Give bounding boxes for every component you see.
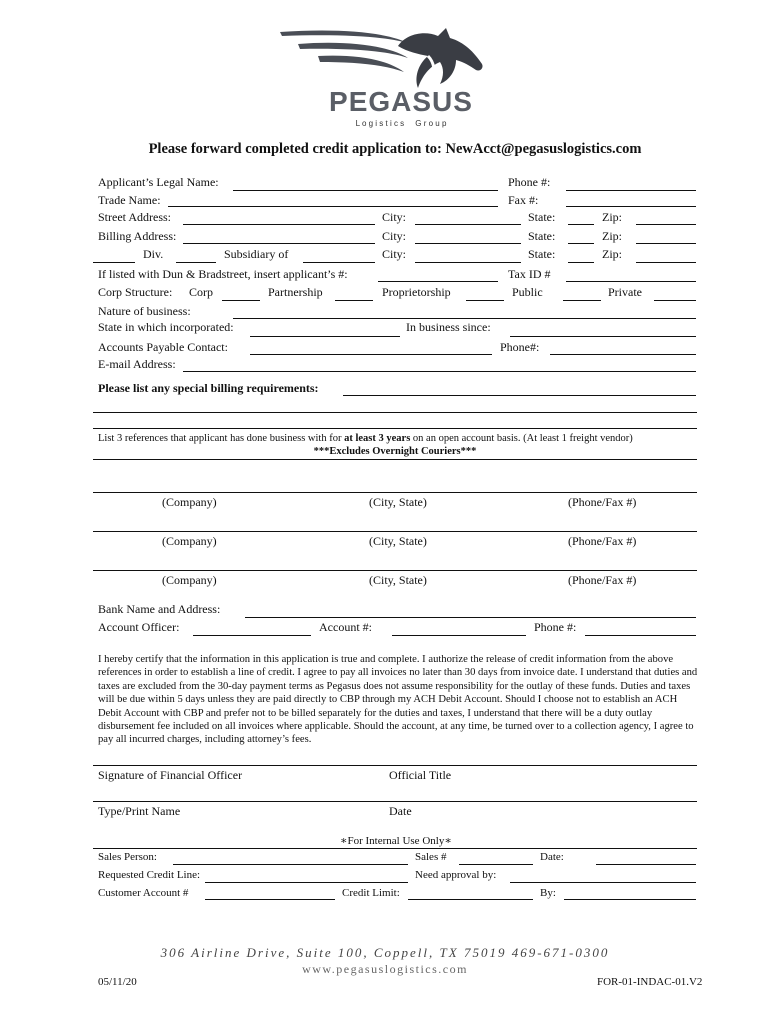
billing-req-label: Please list any special billing requirements: xyxy=(98,381,319,395)
internal-date-field[interactable] xyxy=(596,864,696,865)
state-inc-label: State in which incorporated: xyxy=(98,320,234,334)
logo-subtitle: L o g i s t i c s G r o u p xyxy=(355,119,447,128)
billing-req-field[interactable] xyxy=(343,395,696,396)
div-label: Div. xyxy=(143,247,164,261)
reference-1-phone-fax: (Phone/Fax #) xyxy=(568,495,637,509)
state-inc-field[interactable] xyxy=(250,336,400,337)
need-approval-label: Need approval by: xyxy=(415,869,497,881)
internal-use-line xyxy=(93,848,697,849)
customer-account-label: Customer Account # xyxy=(98,887,189,899)
in-business-field[interactable] xyxy=(510,336,696,337)
subsidiary-field[interactable] xyxy=(303,262,375,263)
billing-field[interactable] xyxy=(183,243,375,244)
sub-zip-field[interactable] xyxy=(636,262,696,263)
sales-person-label: Sales Person: xyxy=(98,851,157,863)
billing-city-label: City: xyxy=(382,229,407,243)
references-intro-post: on an open account basis. (At least 1 freight vendor) xyxy=(410,433,633,444)
account-officer-label: Account Officer: xyxy=(98,620,180,634)
signature-line[interactable] xyxy=(93,765,697,766)
phone-label: Phone #: xyxy=(508,175,551,189)
proprietorship-field[interactable] xyxy=(466,300,504,301)
street-label: Street Address: xyxy=(98,210,171,224)
customer-account-field[interactable] xyxy=(205,899,335,900)
bank-phone-field[interactable] xyxy=(585,635,696,636)
in-business-label: In business since: xyxy=(406,320,491,334)
internal-date-label: Date: xyxy=(540,851,564,863)
street-field[interactable] xyxy=(183,224,375,225)
sub-state-field[interactable] xyxy=(568,262,594,263)
reference-3-line[interactable] xyxy=(93,570,697,571)
reference-1-company: (Company) xyxy=(162,495,217,509)
credit-line-label: Requested Credit Line: xyxy=(98,869,201,881)
by-label: By: xyxy=(540,887,556,899)
reference-1-line[interactable] xyxy=(93,492,697,493)
ap-contact-label: Accounts Payable Contact: xyxy=(98,340,228,354)
footer-address: 306 Airline Drive, Suite 100, Coppell, TX 75019 469-671-0300 xyxy=(160,945,610,960)
pegasus-logo xyxy=(278,22,498,132)
billing-state-field[interactable] xyxy=(568,243,594,244)
billing-req-line-2[interactable] xyxy=(93,412,697,413)
street-state-label: State: xyxy=(528,210,556,224)
fax-label: Fax #: xyxy=(508,193,539,207)
corp-label: Corp xyxy=(189,285,213,299)
fax-field[interactable] xyxy=(566,206,696,207)
tax-id-label: Tax ID # xyxy=(508,267,551,281)
street-state-field[interactable] xyxy=(568,224,594,225)
public-label: Public xyxy=(512,285,543,299)
ap-phone-label: Phone#: xyxy=(500,340,540,354)
reference-1-city-state: (City, State) xyxy=(369,495,427,509)
sub-state-label: State: xyxy=(528,247,556,261)
footer-website[interactable]: www.pegasuslogistics.com xyxy=(302,962,468,976)
billing-city-field[interactable] xyxy=(415,243,521,244)
internal-use-heading: ∗For Internal Use Only∗ xyxy=(340,835,452,847)
date-label: Date xyxy=(389,804,412,818)
sub-city-field[interactable] xyxy=(415,262,521,263)
phone-field[interactable] xyxy=(566,190,696,191)
reference-3-city-state: (City, State) xyxy=(369,573,427,587)
sub-city-label: City: xyxy=(382,247,407,261)
ap-contact-field[interactable] xyxy=(250,354,492,355)
trade-name-field[interactable] xyxy=(168,206,498,207)
corp-field[interactable] xyxy=(222,300,260,301)
signature-officer-label: Signature of Financial Officer xyxy=(98,768,243,782)
div-prefix-field[interactable] xyxy=(93,262,135,263)
sales-number-field[interactable] xyxy=(459,864,533,865)
references-intro xyxy=(98,433,633,444)
subsidiary-label: Subsidiary of xyxy=(224,247,289,261)
reference-3-company: (Company) xyxy=(162,573,217,587)
partnership-label: Partnership xyxy=(268,285,323,299)
public-field[interactable] xyxy=(563,300,601,301)
street-zip-field[interactable] xyxy=(636,224,696,225)
billing-label: Billing Address: xyxy=(98,229,177,243)
nature-field[interactable] xyxy=(233,318,696,319)
footer-date: 05/11/20 xyxy=(98,976,137,988)
nature-label: Nature of business: xyxy=(98,304,191,318)
email-field[interactable] xyxy=(183,371,696,372)
street-zip-label: Zip: xyxy=(602,210,622,224)
references-excludes: ***Excludes Overnight Couriers*** xyxy=(313,446,477,457)
bank-name-label: Bank Name and Address: xyxy=(98,602,221,616)
footer-form-id: FOR-01-INDAC-01.V2 xyxy=(597,976,703,988)
sub-zip-label: Zip: xyxy=(602,247,622,261)
reference-2-phone-fax: (Phone/Fax #) xyxy=(568,534,637,548)
account-number-field[interactable] xyxy=(392,635,526,636)
street-city-field[interactable] xyxy=(415,224,521,225)
street-city-label: City: xyxy=(382,210,407,224)
bank-phone-label: Phone #: xyxy=(534,620,577,634)
print-name-line[interactable] xyxy=(93,801,697,802)
partnership-field[interactable] xyxy=(335,300,373,301)
credit-limit-field[interactable] xyxy=(408,899,533,900)
dnb-label: If listed with Dun & Bradstreet, insert applicant’s #: xyxy=(98,267,348,281)
private-label: Private xyxy=(608,285,642,299)
reference-2-city-state: (City, State) xyxy=(369,534,427,548)
reference-3-phone-fax: (Phone/Fax #) xyxy=(568,573,637,587)
references-intro-pre: List 3 references that applicant has done business with for xyxy=(98,433,345,444)
credit-limit-label: Credit Limit: xyxy=(342,887,400,899)
official-title-label: Official Title xyxy=(389,768,452,782)
legal-name-label: Applicant’s Legal Name: xyxy=(98,175,219,189)
email-label: E-mail Address: xyxy=(98,357,176,371)
private-field[interactable] xyxy=(654,300,696,301)
dnb-field[interactable] xyxy=(378,281,498,282)
billing-req-line-3[interactable] xyxy=(93,428,697,429)
billing-zip-field[interactable] xyxy=(636,243,696,244)
by-field[interactable] xyxy=(564,899,696,900)
page-heading: Please forward completed credit application to: NewAcct@pegasuslogistics.com xyxy=(148,141,642,157)
sales-person-field[interactable] xyxy=(173,864,408,865)
references-intro-bold: at least 3 years xyxy=(344,433,411,444)
account-officer-field[interactable] xyxy=(193,635,311,636)
type-print-label: Type/Print Name xyxy=(98,804,181,818)
legal-name-field[interactable] xyxy=(233,190,498,191)
need-approval-field[interactable] xyxy=(510,882,696,883)
tax-id-field[interactable] xyxy=(566,281,696,282)
corp-structure-label: Corp Structure: xyxy=(98,285,173,299)
billing-state-label: State: xyxy=(528,229,556,243)
ap-phone-field[interactable] xyxy=(550,354,696,355)
credit-line-field[interactable] xyxy=(205,882,408,883)
billing-zip-label: Zip: xyxy=(602,229,622,243)
div-field[interactable] xyxy=(176,262,216,263)
reference-header-line xyxy=(93,459,697,460)
sales-number-label: Sales # xyxy=(415,851,447,863)
reference-2-line[interactable] xyxy=(93,531,697,532)
account-number-label: Account #: xyxy=(319,620,372,634)
certification-text: I hereby certify that the information in this application is true and complete. I authorize the release of credit information from the above references in order to establish a line of credit. I agree to pay all invoices no later than 30 days from invoice date. I understand that duties and taxes are excluded from the 30-day payment terms as Pegasus does not assume responsibility for the outlay of these funds. Duties and taxes will be due within 5 days unless they are paid directly to CBP through my ACH Debit Account. Should I choose not to establish an ACH Debit Account with CBP and prefer not to be billed separately for the duties and taxes, I understand that there will be a duty outlay disbursement fee included on all invoices where applicable. Should the account, at any time, be turned over to a collection agency, I agree to pay all incurred charges, including attorney’s fees. xyxy=(98,654,698,746)
logo-name: PEGASUS xyxy=(329,86,473,117)
reference-2-company: (Company) xyxy=(162,534,217,548)
proprietorship-label: Proprietorship xyxy=(382,285,451,299)
bank-name-field[interactable] xyxy=(245,617,696,618)
trade-name-label: Trade Name: xyxy=(98,193,161,207)
